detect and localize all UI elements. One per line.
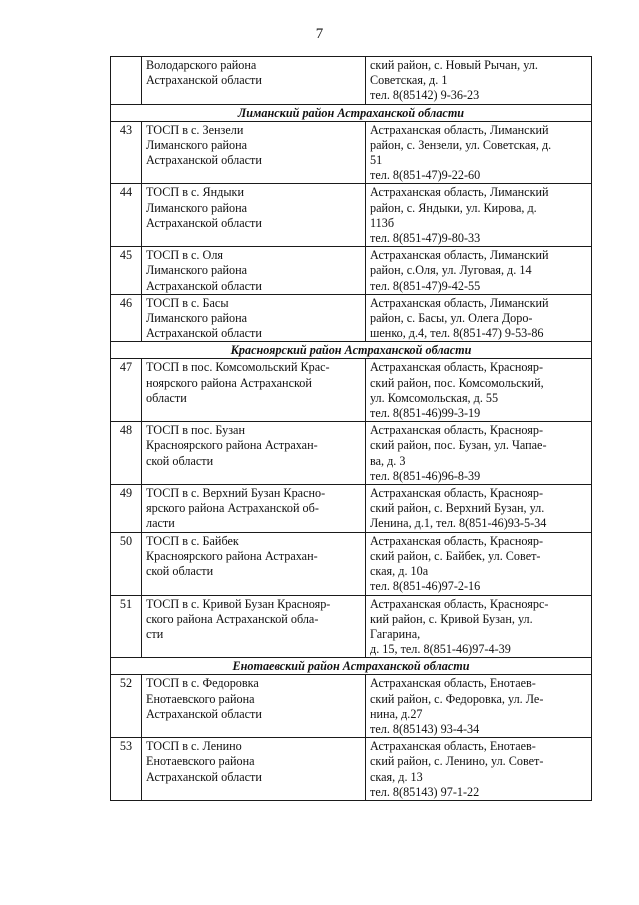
row-number: 47	[111, 359, 142, 422]
table-row	[111, 532, 592, 595]
organization-name: ТОСП в с. Яндыки Лиманского района Астраханской области	[142, 184, 366, 247]
table-row	[111, 57, 592, 105]
organization-name: Володарского района Астраханской области	[142, 57, 366, 105]
section-row	[111, 104, 592, 121]
row-number: 50	[111, 532, 142, 595]
table-row	[111, 294, 592, 342]
row-number: 43	[111, 121, 142, 184]
table-row	[111, 121, 592, 184]
organization-address: Астраханская область, Краснояр- ский район, пос. Бузан, ул. Чапае- ва, д. 3 тел. 8(851-46)96-8-39	[366, 422, 592, 485]
table-row	[111, 738, 592, 801]
row-number: 44	[111, 184, 142, 247]
row-number: 49	[111, 485, 142, 533]
organization-name: ТОСП в с. Ленино Енотаевского района Астраханской области	[142, 738, 366, 801]
section-title: Красноярский район Астраханской области	[111, 342, 592, 359]
row-number: 52	[111, 675, 142, 738]
organization-name: ТОСП в с. Федоровка Енотаевского района Астраханской области	[142, 675, 366, 738]
table-row	[111, 247, 592, 295]
table-row	[111, 485, 592, 533]
organization-address: Астраханская область, Лиманский район, с. Яндыки, ул. Кирова, д. 113б тел. 8(851-47)9-80-33	[366, 184, 592, 247]
row-number: 51	[111, 595, 142, 658]
organization-address: Астраханская область, Краснояр- ский район, с. Верхний Бузан, ул. Ленина, д.1, тел. 8(851-46)93-5-34	[366, 485, 592, 533]
row-number: 45	[111, 247, 142, 295]
page-number: 7	[315, 26, 324, 42]
row-number: 53	[111, 738, 142, 801]
row-number: 46	[111, 294, 142, 342]
section-title: Лиманский район Астраханской области	[111, 104, 592, 121]
organization-address: ский район, с. Новый Рычан, ул. Советская, д. 1 тел. 8(85142) 9-36-23	[366, 57, 592, 105]
organization-address: Астраханская область, Красноярс- кий район, с. Кривой Бузан, ул. Гагарина, д. 15, тел. 8(851-46)97-4-39	[366, 595, 592, 658]
table-row	[111, 422, 592, 485]
organization-address: Астраханская область, Енотаев- ский район, с. Федоровка, ул. Ле- нина, д.27 тел. 8(85143) 93-4-34	[366, 675, 592, 738]
section-row	[111, 658, 592, 675]
section-title: Енотаевский район Астраханской области	[111, 658, 592, 675]
organization-name: ТОСП в пос. Бузан Красноярского района Астрахан- ской области	[142, 422, 366, 485]
organization-name: ТОСП в с. Басы Лиманского района Астраханской области	[142, 294, 366, 342]
organizations-table	[110, 56, 592, 801]
organization-name: ТОСП в с. Байбек Красноярского района Астрахан- ской области	[142, 532, 366, 595]
organization-address: Астраханская область, Лиманский район, с.Оля, ул. Луговая, д. 14 тел. 8(851-47)9-42-55	[366, 247, 592, 295]
organization-name: ТОСП в с. Верхний Бузан Красно- ярского района Астраханской об- ласти	[142, 485, 366, 533]
table-row	[111, 184, 592, 247]
organization-address: Астраханская область, Лиманский район, с. Басы, ул. Олега Доро- шенко, д.4, тел. 8(851-47) 9-53-86	[366, 294, 592, 342]
organization-address: Астраханская область, Краснояр- ский район, пос. Комсомольский, ул. Комсомольская, д. 55 тел. 8(851-46)99-3-19	[366, 359, 592, 422]
organization-address: Астраханская область, Лиманский район, с. Зензели, ул. Советская, д. 51 тел. 8(851-47)9-22-60	[366, 121, 592, 184]
row-number	[111, 57, 142, 105]
table-row	[111, 595, 592, 658]
organization-address: Астраханская область, Краснояр- ский район, с. Байбек, ул. Совет- ская, д. 10а тел. 8(851-46)97-2-16	[366, 532, 592, 595]
row-number: 48	[111, 422, 142, 485]
table-row	[111, 675, 592, 738]
organizations-table-body	[111, 57, 592, 801]
organization-address: Астраханская область, Енотаев- ский район, с. Ленино, ул. Совет- ская, д. 13 тел. 8(85143) 97-1-22	[366, 738, 592, 801]
organization-name: ТОСП в с. Кривой Бузан Краснояр- ского района Астраханской обла- сти	[142, 595, 366, 658]
section-row	[111, 342, 592, 359]
organization-name: ТОСП в пос. Комсомольский Крас- ноярского района Астраханской области	[142, 359, 366, 422]
organization-name: ТОСП в с. Зензели Лиманского района Астраханской области	[142, 121, 366, 184]
organization-name: ТОСП в с. Оля Лиманского района Астраханской области	[142, 247, 366, 295]
table-row	[111, 359, 592, 422]
